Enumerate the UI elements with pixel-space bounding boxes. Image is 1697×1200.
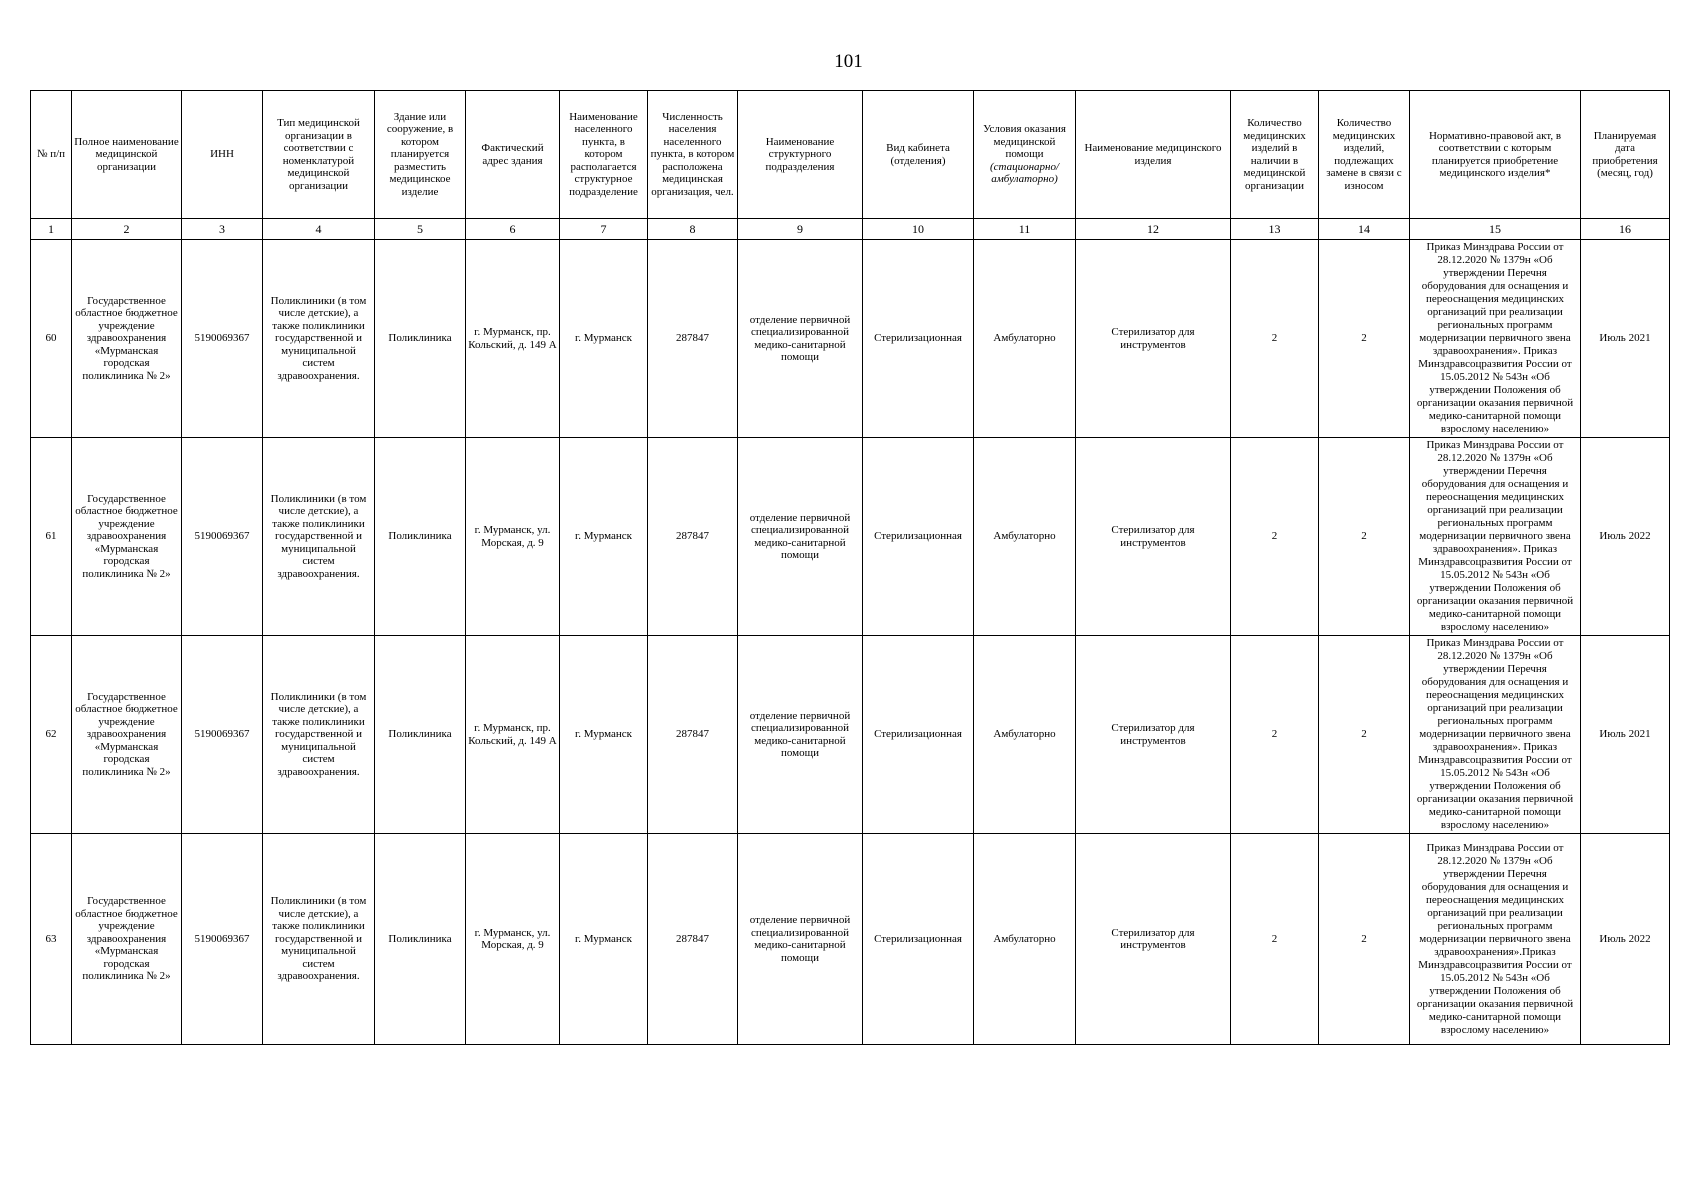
cell-conditions: Амбулаторно <box>974 834 1076 1045</box>
cell-qty-replace: 2 <box>1319 438 1410 636</box>
col-header-subdivision: Наименование структурного подразделения <box>738 91 863 219</box>
cell-building: Поликлиника <box>375 834 466 1045</box>
cell-inn: 5190069367 <box>182 438 263 636</box>
cell-cabinet: Стерилизационная <box>863 636 974 834</box>
col-header-population: Численность населения населенного пункта, в котором расположена медицинская организация, чел. <box>648 91 738 219</box>
col-header-org-name: Полное наименование медицинской организации <box>72 91 182 219</box>
cell-population: 287847 <box>648 636 738 834</box>
col-header-building: Здание или сооружение, в котором планируется разместить медицинское изделие <box>375 91 466 219</box>
cell-device: Стерилизатор для инструментов <box>1076 438 1231 636</box>
col-number: 11 <box>974 219 1076 240</box>
col-number: 13 <box>1231 219 1319 240</box>
col-header-legal-act: Нормативно-правовой акт, в соответствии с которым планируется приобретение медицинского изделия* <box>1410 91 1581 219</box>
cell-building: Поликлиника <box>375 438 466 636</box>
cell-locality: г. Мурманск <box>560 636 648 834</box>
cell-qty-available: 2 <box>1231 438 1319 636</box>
cell-legal-act: Приказ Минздрава России от 28.12.2020 № 1379н «Об утверждении Перечня оборудования для оснащения и переоснащения медицинских организаций при реализации региональных программ модернизации первичного звена здравоохранения». Приказ Минздравсоцразвития России от 15.05.2012 № 543н «Об утверждении Положения об организации оказания первичной медико-санитарной помощи взрослому населению» <box>1410 438 1581 636</box>
col-number: 5 <box>375 219 466 240</box>
cell-legal-act: Приказ Минздрава России от 28.12.2020 № 1379н «Об утверждении Перечня оборудования для оснащения и переоснащения медицинских организаций при реализации региональных программ модернизации первичного звена здравоохранения». Приказ Минздравсоцразвития России от 15.05.2012 № 543н «Об утверждении Положения об организации оказания первичной медико-санитарной помощи взрослому населению» <box>1410 636 1581 834</box>
col-number: 15 <box>1410 219 1581 240</box>
cell-inn: 5190069367 <box>182 240 263 438</box>
cell-date: Июль 2022 <box>1581 438 1670 636</box>
medical-equipment-table <box>30 90 1670 1045</box>
cell-population: 287847 <box>648 834 738 1045</box>
cell-inn: 5190069367 <box>182 834 263 1045</box>
col-number: 2 <box>72 219 182 240</box>
cell-number: 63 <box>31 834 72 1045</box>
cell-device: Стерилизатор для инструментов <box>1076 636 1231 834</box>
cell-org-type: Поликлиники (в том числе детские), а также поликлиники государственной и муниципальной систем здравоохранения. <box>263 636 375 834</box>
table-row <box>31 240 1670 438</box>
cell-subdivision: отделение первичной специализированной медико-санитарной помощи <box>738 636 863 834</box>
cell-inn: 5190069367 <box>182 636 263 834</box>
cell-qty-replace: 2 <box>1319 636 1410 834</box>
cell-subdivision: отделение первичной специализированной медико-санитарной помощи <box>738 240 863 438</box>
cell-subdivision: отделение первичной специализированной медико-санитарной помощи <box>738 834 863 1045</box>
cell-org-type: Поликлиники (в том числе детские), а также поликлиники государственной и муниципальной систем здравоохранения. <box>263 834 375 1045</box>
col-header-org-type: Тип медицинской организации в соответствии с номенклатурой медицинской организации <box>263 91 375 219</box>
cell-address: г. Мурманск, пр. Кольский, д. 149 А <box>466 636 560 834</box>
cell-device: Стерилизатор для инструментов <box>1076 240 1231 438</box>
col-number: 6 <box>466 219 560 240</box>
col-header-conditions <box>974 91 1076 219</box>
col-header-number: № п/п <box>31 91 72 219</box>
col-number: 4 <box>263 219 375 240</box>
cell-number: 60 <box>31 240 72 438</box>
col-header-date: Планируемая дата приобретения (месяц, год) <box>1581 91 1670 219</box>
cell-qty-available: 2 <box>1231 636 1319 834</box>
cell-population: 287847 <box>648 438 738 636</box>
col-number: 9 <box>738 219 863 240</box>
cell-cabinet: Стерилизационная <box>863 834 974 1045</box>
cell-date: Июль 2021 <box>1581 636 1670 834</box>
cell-subdivision: отделение первичной специализированной медико-санитарной помощи <box>738 438 863 636</box>
cell-cabinet: Стерилизационная <box>863 240 974 438</box>
cell-date: Июль 2021 <box>1581 240 1670 438</box>
cell-conditions: Амбулаторно <box>974 240 1076 438</box>
cell-legal-act: Приказ Минздрава России от 28.12.2020 № 1379н «Об утверждении Перечня оборудования для оснащения и переоснащения медицинских организаций при реализации региональных программ модернизации первичного звена здравоохранения».Приказ Минздравсоцразвития России от 15.05.2012 № 543н «Об утверждении Положения об организации оказания первичной медико-санитарной помощи взрослому населению» <box>1410 834 1581 1045</box>
cell-address: г. Мурманск, пр. Кольский, д. 149 А <box>466 240 560 438</box>
cell-qty-replace: 2 <box>1319 240 1410 438</box>
cell-qty-available: 2 <box>1231 834 1319 1045</box>
col-header-address: Фактический адрес здания <box>466 91 560 219</box>
col-number: 7 <box>560 219 648 240</box>
cell-locality: г. Мурманск <box>560 438 648 636</box>
header-row <box>31 91 1670 219</box>
col-header-qty-replace: Количество медицинских изделий, подлежащих замене в связи с износом <box>1319 91 1410 219</box>
column-number-row <box>31 219 1670 240</box>
cell-device: Стерилизатор для инструментов <box>1076 834 1231 1045</box>
cell-number: 61 <box>31 438 72 636</box>
cell-date: Июль 2022 <box>1581 834 1670 1045</box>
col-number: 3 <box>182 219 263 240</box>
cell-legal-act: Приказ Минздрава России от 28.12.2020 № 1379н «Об утверждении Перечня оборудования для оснащения и переоснащения медицинских организаций при реализации региональных программ модернизации первичного звена здравоохранения». Приказ Минздравсоцразвития России от 15.05.2012 № 543н «Об утверждении Положения об организации оказания первичной медико-санитарной помощи взрослому населению» <box>1410 240 1581 438</box>
cell-qty-replace: 2 <box>1319 834 1410 1045</box>
col-header-cabinet: Вид кабинета (отделения) <box>863 91 974 219</box>
col-number: 14 <box>1319 219 1410 240</box>
col-header-conditions-italic: (стационарно/ амбулаторно) <box>989 160 1060 186</box>
table-row <box>31 834 1670 1045</box>
cell-qty-available: 2 <box>1231 240 1319 438</box>
table-row <box>31 636 1670 834</box>
cell-address: г. Мурманск, ул. Морская, д. 9 <box>466 438 560 636</box>
cell-locality: г. Мурманск <box>560 240 648 438</box>
cell-building: Поликлиника <box>375 240 466 438</box>
cell-locality: г. Мурманск <box>560 834 648 1045</box>
table-row <box>31 438 1670 636</box>
col-number: 1 <box>31 219 72 240</box>
col-header-locality: Наименование населенного пункта, в котором располагается структурное подразделение <box>560 91 648 219</box>
cell-cabinet: Стерилизационная <box>863 438 974 636</box>
col-header-conditions-text: Условия оказания медицинской помощи <box>983 123 1066 161</box>
cell-org-name: Государственное областное бюджетное учреждение здравоохранения «Мурманская городская поликлиника № 2» <box>72 834 182 1045</box>
col-number: 16 <box>1581 219 1670 240</box>
col-number: 12 <box>1076 219 1231 240</box>
col-header-qty-available: Количество медицинских изделий в наличии в медицинской организации <box>1231 91 1319 219</box>
col-number: 10 <box>863 219 974 240</box>
cell-conditions: Амбулаторно <box>974 636 1076 834</box>
col-number: 8 <box>648 219 738 240</box>
cell-conditions: Амбулаторно <box>974 438 1076 636</box>
col-header-inn: ИНН <box>182 91 263 219</box>
cell-org-type: Поликлиники (в том числе детские), а также поликлиники государственной и муниципальной систем здравоохранения. <box>263 438 375 636</box>
cell-population: 287847 <box>648 240 738 438</box>
cell-org-name: Государственное областное бюджетное учреждение здравоохранения «Мурманская городская поликлиника № 2» <box>72 240 182 438</box>
cell-org-type: Поликлиники (в том числе детские), а также поликлиники государственной и муниципальной систем здравоохранения. <box>263 240 375 438</box>
cell-org-name: Государственное областное бюджетное учреждение здравоохранения «Мурманская городская поликлиника № 2» <box>72 636 182 834</box>
cell-address: г. Мурманск, ул. Морская, д. 9 <box>466 834 560 1045</box>
cell-number: 62 <box>31 636 72 834</box>
cell-org-name: Государственное областное бюджетное учреждение здравоохранения «Мурманская городская поликлиника № 2» <box>72 438 182 636</box>
page-number: 101 <box>834 51 863 72</box>
col-header-device: Наименование медицинского изделия <box>1076 91 1231 219</box>
cell-building: Поликлиника <box>375 636 466 834</box>
